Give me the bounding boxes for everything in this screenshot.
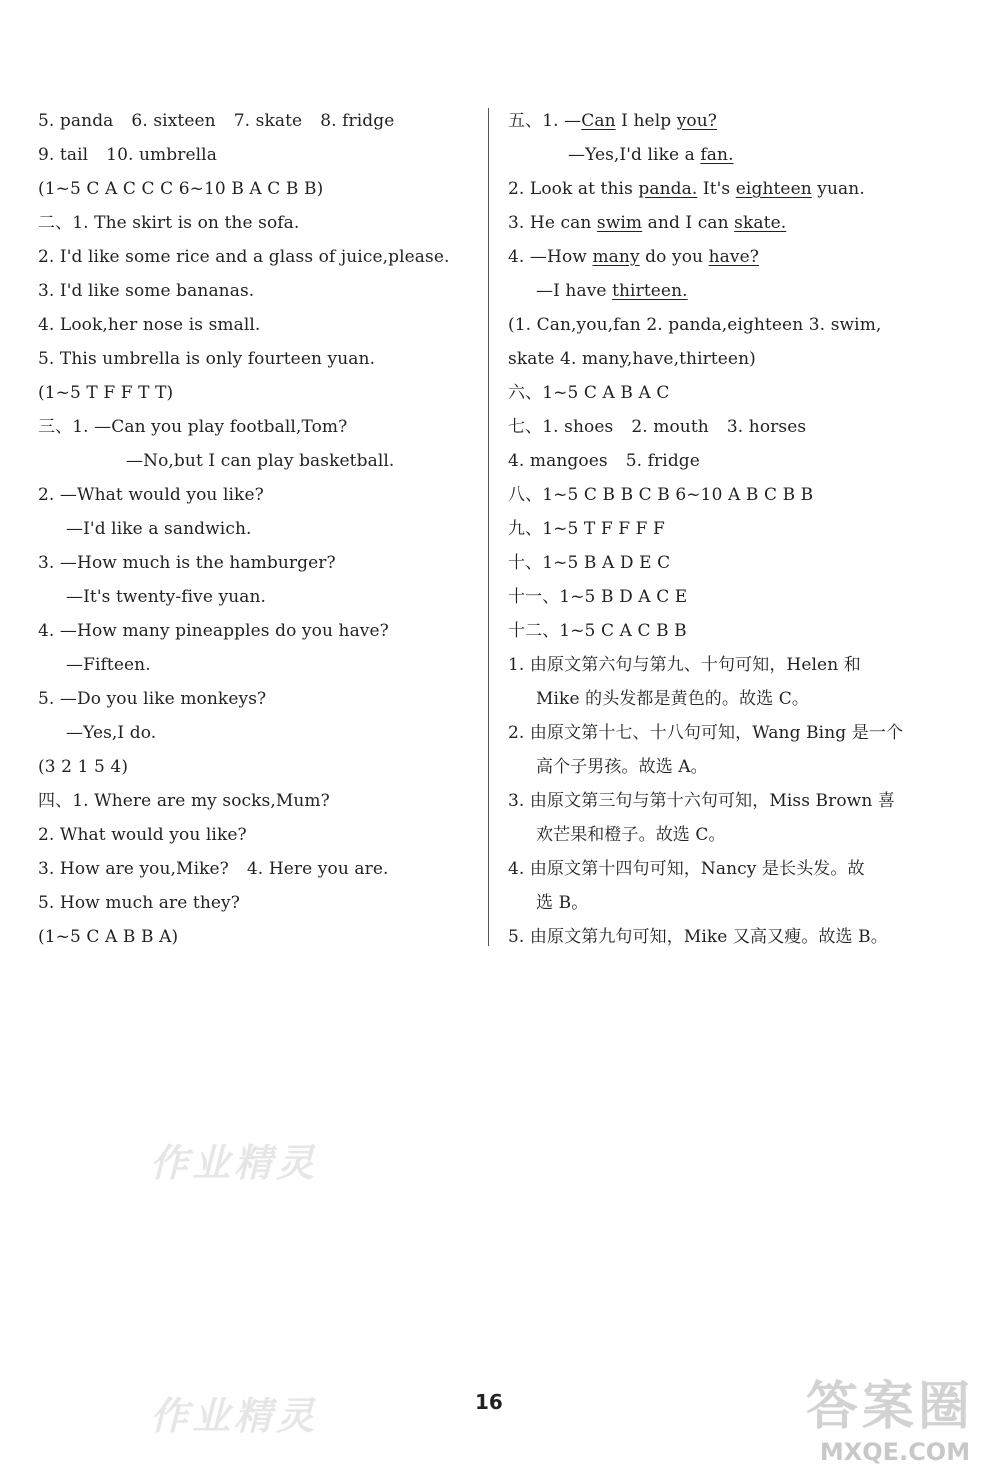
answer-key-line: skate 4. many,have,thirteen): [508, 349, 756, 369]
answer-line: 4. mangoes 5. fridge: [508, 451, 700, 471]
answer-line: 3. I'd like some bananas.: [38, 281, 255, 301]
page-number: 16: [475, 1390, 503, 1414]
answer-line: —It's twenty-five yuan.: [66, 587, 267, 607]
section-12-line: 十二、1~5 C A C B B: [508, 621, 687, 641]
answer-line: 5. panda 6. sixteen 7. skate 8. fridge: [38, 111, 395, 131]
answer-key-line: (1~5 T F F T T): [38, 383, 174, 403]
answer-line: 4. —How many do you have?: [508, 247, 759, 267]
watermark: 作业精灵: [150, 1393, 319, 1438]
explanation-line: 2. 由原文第十七、十八句可知，Wang Bing 是一个: [508, 723, 904, 743]
logo-url: MXQE.COM: [819, 1438, 971, 1466]
section-3-heading: 三、1. —Can you play football,Tom?: [38, 417, 348, 437]
answer-line: 2. I'd like some rice and a glass of juice,please.: [38, 247, 450, 267]
answer-line: —I have thirteen.: [536, 281, 688, 301]
answer-line: 2. —What would you like?: [38, 485, 264, 505]
section-11-line: 十一、1~5 B D A C E: [508, 587, 688, 607]
explanation-line: 5. 由原文第九句可知，Mike 又高又瘦。故选 B。: [508, 927, 888, 947]
explanation-line: 1. 由原文第六句与第九、十句可知，Helen 和: [508, 655, 861, 675]
explanation-line: Mike 的头发都是黄色的。故选 C。: [536, 689, 809, 709]
watermark: 作业精灵: [150, 1140, 319, 1185]
section-8-line: 八、1~5 C B B C B 6~10 A B C B B: [508, 485, 814, 505]
section-6-line: 六、1~5 C A B A C: [508, 383, 670, 403]
explanation-line: 高个子男孩。故选 A。: [536, 757, 708, 777]
answer-line: —Yes,I do.: [66, 723, 157, 743]
section-10-line: 十、1~5 B A D E C: [508, 553, 671, 573]
answer-line: —No,but I can play basketball.: [126, 451, 395, 471]
section-7-line: 七、1. shoes 2. mouth 3. horses: [508, 417, 807, 437]
answer-line: 9. tail 10. umbrella: [38, 145, 217, 165]
explanation-line: 4. 由原文第十四句可知，Nancy 是长头发。故: [508, 859, 865, 879]
section-4-heading: 四、1. Where are my socks,Mum?: [38, 791, 330, 811]
left-column: [38, 105, 478, 955]
column-divider: [488, 108, 489, 946]
answer-line: 2. What would you like?: [38, 825, 247, 845]
answer-line: 3. He can swim and I can skate.: [508, 213, 787, 233]
section-9-line: 九、1~5 T F F F F: [508, 519, 665, 539]
answer-line: —Yes,I'd like a fan.: [568, 145, 734, 165]
answer-line: —I'd like a sandwich.: [66, 519, 252, 539]
answer-line: 5. How much are they?: [38, 893, 240, 913]
answer-key-line: (1. Can,you,fan 2. panda,eighteen 3. swim,: [508, 315, 882, 335]
answer-line: 5. This umbrella is only fourteen yuan.: [38, 349, 376, 369]
explanation-line: 3. 由原文第三句与第十六句可知，Miss Brown 喜: [508, 791, 895, 811]
answer-key-line: (1~5 C A B B A): [38, 927, 179, 947]
answer-key-line: (3 2 1 5 4): [38, 757, 129, 777]
explanation-line: 选 B。: [536, 893, 589, 913]
answer-line: 4. Look,her nose is small.: [38, 315, 261, 335]
answer-line: 3. How are you,Mike? 4. Here you are.: [38, 859, 389, 879]
section-2-heading: 二、1. The skirt is on the sofa.: [38, 213, 300, 233]
explanation-line: 欢芒果和橙子。故选 C。: [536, 825, 726, 845]
answer-key-line: (1~5 C A C C C 6~10 B A C B B): [38, 179, 324, 199]
answer-line: 4. —How many pineapples do you have?: [38, 621, 389, 641]
right-column: [508, 105, 948, 955]
answer-line: —Fifteen.: [66, 655, 151, 675]
site-logo: [790, 1375, 990, 1471]
answer-line: 5. —Do you like monkeys?: [38, 689, 267, 709]
logo-text: 答案圈: [805, 1377, 974, 1437]
answer-line: 2. Look at this panda. It's eighteen yuan.: [508, 179, 865, 199]
answer-line: 3. —How much is the hamburger?: [38, 553, 336, 573]
section-5-heading: 五、1. —Can I help you?: [508, 111, 718, 131]
